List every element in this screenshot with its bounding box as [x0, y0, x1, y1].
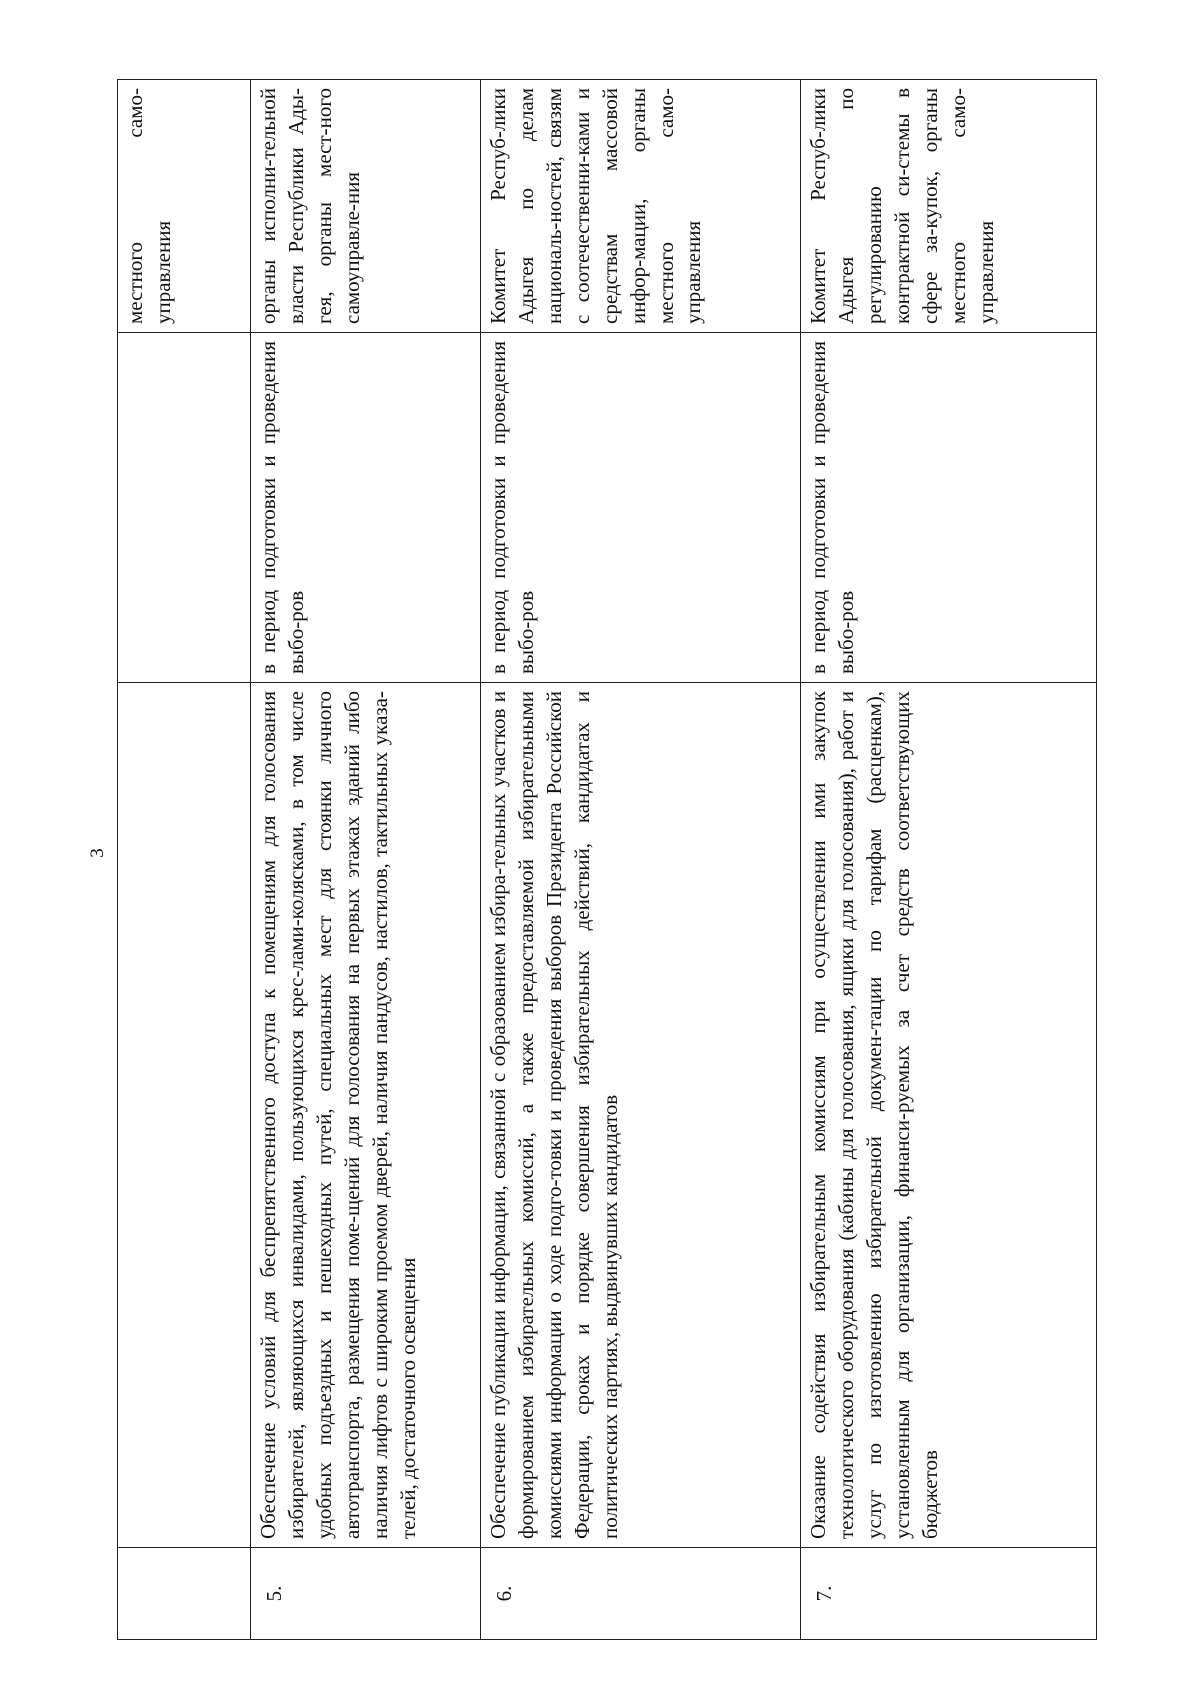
row-text: Оказание содействия избирательным комиссиям при осуществлении ими закупок технологического оборудования (кабины для голосования, ящики для голосования), работ и услуг по изготовлению избирательной докумен-тации по тарифам (расценкам), установленным для организации, финанси-руемых за счет средств соответствующих бюджетов: [801, 683, 1097, 1548]
table-row: [251, 80, 481, 1640]
row-text: [118, 683, 251, 1548]
row-period: в период подготовки и проведения выбо-ров: [801, 333, 1097, 683]
plan-table: [117, 79, 1097, 1640]
row-period: в период подготовки и проведения выбо-ров: [481, 333, 801, 683]
row-number: 5.: [251, 1548, 481, 1640]
row-period: [118, 333, 251, 683]
row-executor: Комитет Респуб-лики Адыгея по делам националь-ностей, связям с соотечественни-ками и средствам массовой инфор-мации, органы местного само-управления: [481, 80, 801, 333]
table-row: [801, 80, 1097, 1640]
row-number: 7.: [801, 1548, 1097, 1640]
table-row: [481, 80, 801, 1640]
row-period: в период подготовки и проведения выбо-ров: [251, 333, 481, 683]
page-number: 3: [87, 848, 108, 858]
row-executor: органы исполни-тельной власти Республики Ады-гея, органы мест-ного самоуправле-ния: [251, 80, 481, 333]
row-number: [118, 1548, 251, 1640]
row-executor: местного само-управления: [118, 80, 251, 333]
row-executor: Комитет Респуб-лики Адыгея по регулированию контрактной си-стемы в сфере за-купок, органы местного само-управления: [801, 80, 1097, 333]
table-row: [118, 80, 251, 1640]
row-number: 6.: [481, 1548, 801, 1640]
row-text: Обеспечение условий для беспрепятственного доступа к помещениям для голосования избирателей, являющихся инвалидами, пользующихся крес-лами-колясками, в том числе удобных подъездных и пешеходных путей, специальных мест для стоянки личного автотранспорта, размещения поме-щений для голосования на первых этажах зданий либо наличия лифтов с широким проемом дверей, наличия пандусов, настилов, тактильных указа-телей, достаточного освещения: [251, 683, 481, 1548]
row-text: Обеспечение публикации информации, связанной с образованием избира-тельных участков и формированием избирательных комиссий, а также предоставляемой избирательными комиссиями информации о ходе подго-товки и проведения выборов Президента Российской Федерации, сроках и порядке совершения избирательных действий, кандидатах и политических партиях, выдвинувших кандидатов: [481, 683, 801, 1548]
rotated-table-container: [117, 80, 1097, 1640]
